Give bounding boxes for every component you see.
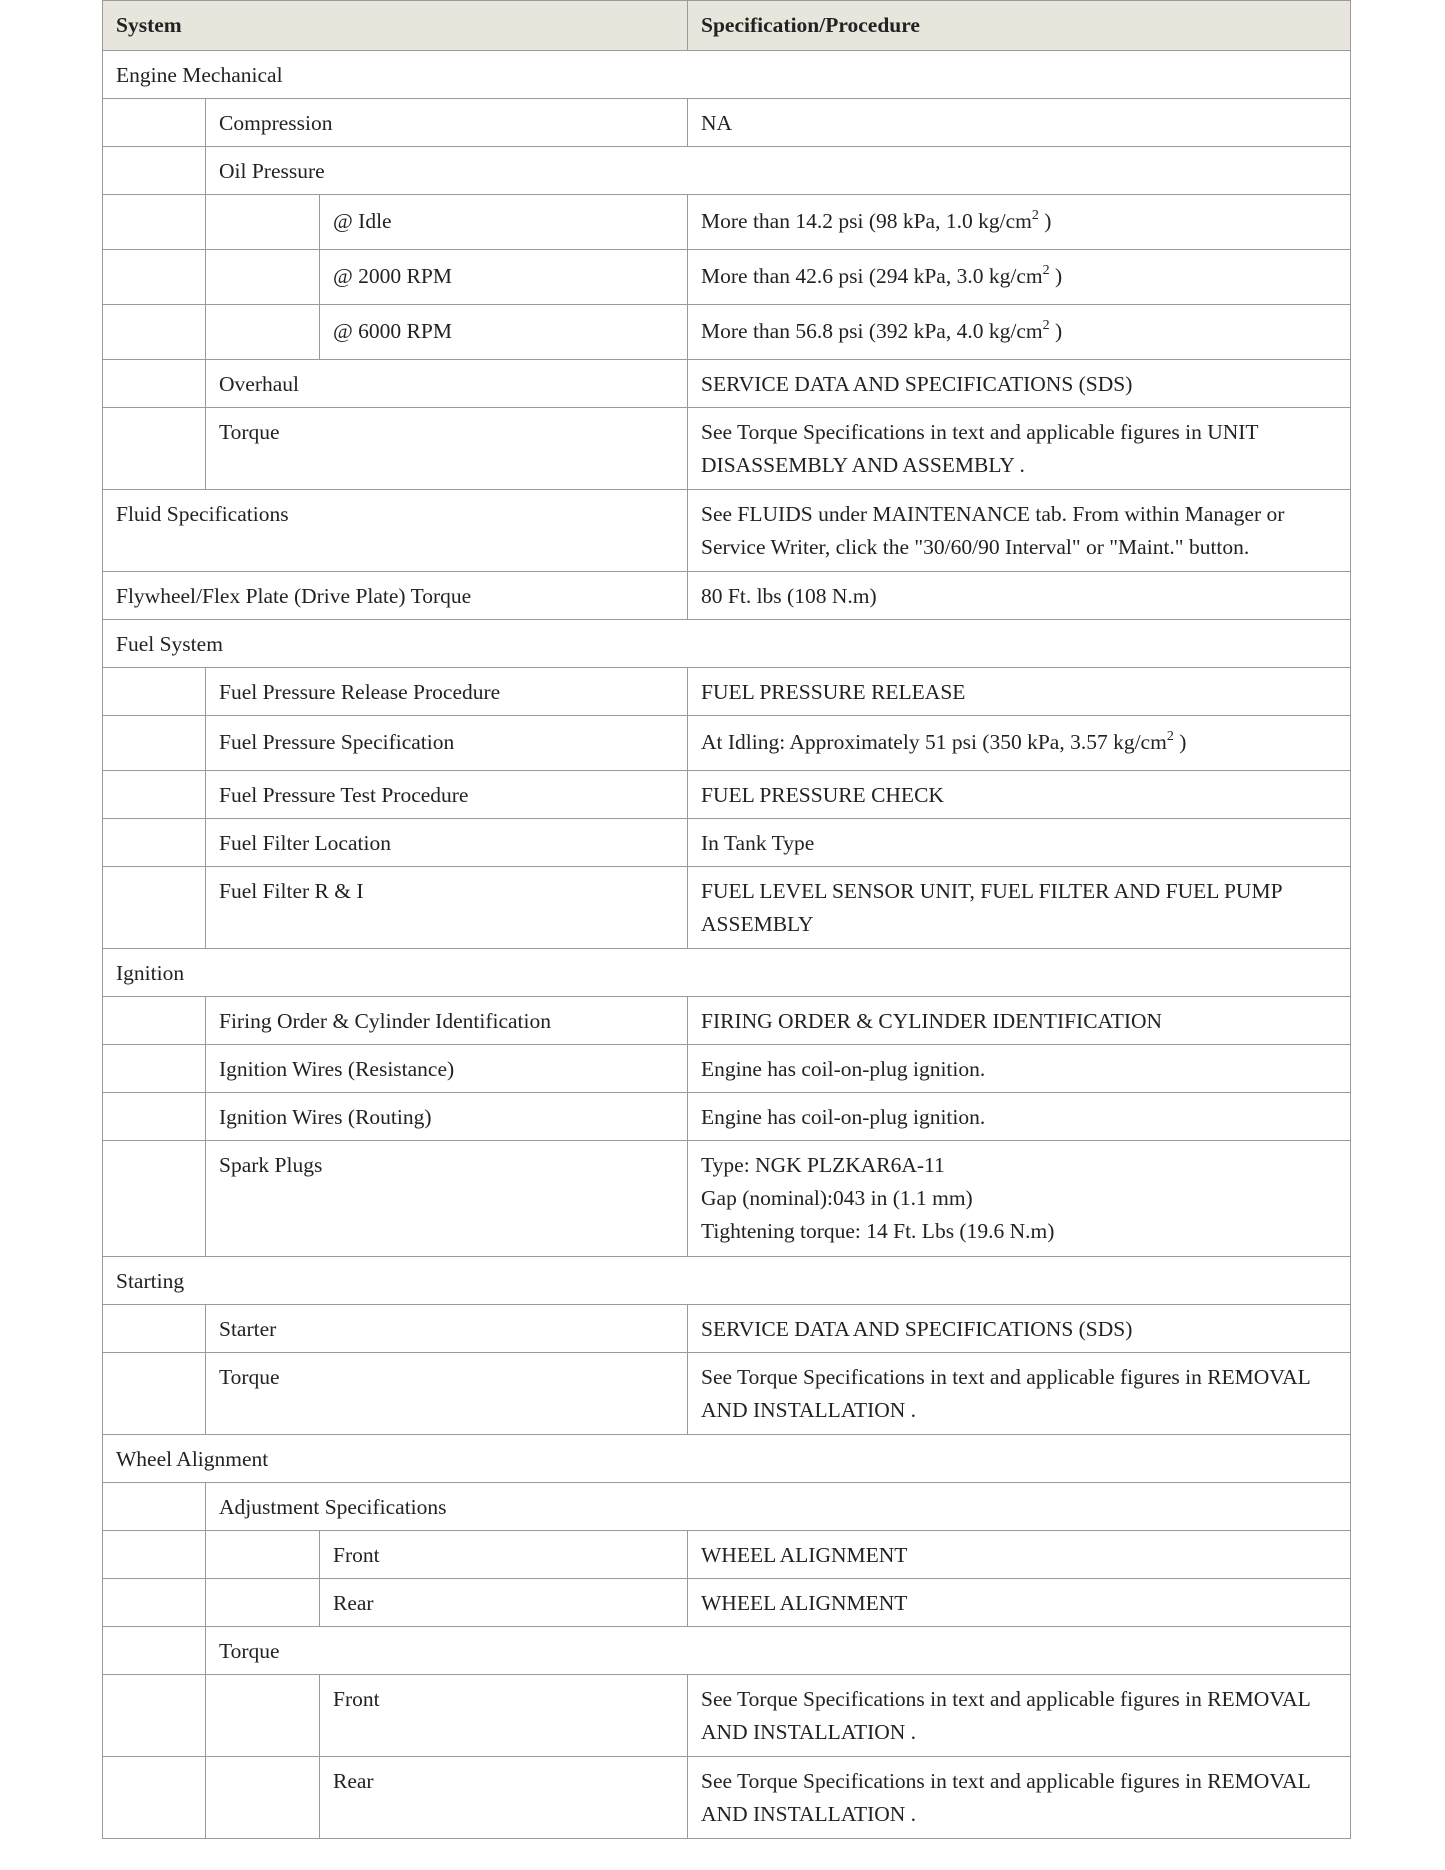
row-label: Fuel Pressure Release Procedure: [206, 668, 688, 716]
row-value: WHEEL ALIGNMENT: [688, 1531, 1351, 1579]
table-row: [103, 867, 1351, 949]
row-value: More than 56.8 psi (392 kPa, 4.0 $kg/cm^2$ ): [688, 305, 1351, 360]
row-value: See Torque Specifications in text and applicable figures in REMOVAL AND INSTALLATION .: [688, 1675, 1351, 1757]
table-row: [103, 572, 1351, 620]
row-value: Type: NGK PLZKAR6A-11 Gap (nominal):043 in (1.1 mm) Tightening torque: 14 Ft. Lbs (19.6 N.m): [688, 1141, 1351, 1257]
row-label: Fuel Filter Location: [206, 819, 688, 867]
row-label: Front: [320, 1675, 688, 1757]
row-value: FUEL PRESSURE RELEASE: [688, 668, 1351, 716]
section-wheel-alignment: Wheel Alignment: [103, 1435, 1351, 1483]
section-row: [103, 1435, 1351, 1483]
row-value: See Torque Specifications in text and applicable figures in UNIT DISASSEMBLY AND ASSEMBLY .: [688, 408, 1351, 490]
section-row: [103, 1257, 1351, 1305]
table-row: [103, 408, 1351, 490]
row-value: See FLUIDS under MAINTENANCE tab. From within Manager or Service Writer, click the "30/60/90 Interval" or "Maint." button.: [688, 490, 1351, 572]
row-label: Fuel Pressure Specification: [206, 716, 688, 771]
subsection-row: [103, 1483, 1351, 1531]
row-value: FUEL PRESSURE CHECK: [688, 771, 1351, 819]
row-label: Fluid Specifications: [103, 490, 688, 572]
table-row: [103, 1353, 1351, 1435]
specifications-table: [102, 0, 1351, 1839]
table-row: [103, 1305, 1351, 1353]
row-label: @ 2000 RPM: [320, 250, 688, 305]
table-row: [103, 1757, 1351, 1839]
table-row: [103, 1141, 1351, 1257]
subsection-adjustment: Adjustment Specifications: [206, 1483, 1351, 1531]
row-label: Spark Plugs: [206, 1141, 688, 1257]
table-row: [103, 1093, 1351, 1141]
row-label: Starter: [206, 1305, 688, 1353]
table-row: [103, 250, 1351, 305]
subsection-oil-pressure: Oil Pressure: [206, 147, 1351, 195]
row-value: More than 14.2 psi (98 kPa, 1.0 $kg/cm^2$ ): [688, 195, 1351, 250]
row-label: Fuel Filter R & I: [206, 867, 688, 949]
row-value: In Tank Type: [688, 819, 1351, 867]
row-label: Rear: [320, 1579, 688, 1627]
table-row: [103, 1045, 1351, 1093]
table-row: [103, 1675, 1351, 1757]
row-label: Ignition Wires (Resistance): [206, 1045, 688, 1093]
header-system: System: [103, 1, 688, 51]
row-label: Compression: [206, 99, 688, 147]
row-label: Fuel Pressure Test Procedure: [206, 771, 688, 819]
row-value: Engine has coil-on-plug ignition.: [688, 1093, 1351, 1141]
table-row: [103, 305, 1351, 360]
row-label: Rear: [320, 1757, 688, 1839]
row-label: Firing Order & Cylinder Identification: [206, 997, 688, 1045]
row-label: Ignition Wires (Routing): [206, 1093, 688, 1141]
row-label: Torque: [206, 408, 688, 490]
row-value: FUEL LEVEL SENSOR UNIT, FUEL FILTER AND FUEL PUMP ASSEMBLY: [688, 867, 1351, 949]
table-row: [103, 360, 1351, 408]
row-label: @ Idle: [320, 195, 688, 250]
table-row: [103, 668, 1351, 716]
row-value: See Torque Specifications in text and applicable figures in REMOVAL AND INSTALLATION .: [688, 1757, 1351, 1839]
section-row: [103, 51, 1351, 99]
row-value: SERVICE DATA AND SPECIFICATIONS (SDS): [688, 360, 1351, 408]
section-engine-mechanical: Engine Mechanical: [103, 51, 1351, 99]
header-spec: Specification/Procedure: [688, 1, 1351, 51]
row-value: More than 42.6 psi (294 kPa, 3.0 $kg/cm^2$ ): [688, 250, 1351, 305]
table-row: [103, 716, 1351, 771]
table-row: [103, 771, 1351, 819]
row-label: Flywheel/Flex Plate (Drive Plate) Torque: [103, 572, 688, 620]
row-value: See Torque Specifications in text and applicable figures in REMOVAL AND INSTALLATION .: [688, 1353, 1351, 1435]
section-row: [103, 620, 1351, 668]
table-row: [103, 195, 1351, 250]
table-row: [103, 997, 1351, 1045]
row-value: NA: [688, 99, 1351, 147]
section-starting: Starting: [103, 1257, 1351, 1305]
row-value: FIRING ORDER & CYLINDER IDENTIFICATION: [688, 997, 1351, 1045]
header-row: [103, 1, 1351, 51]
table-row: [103, 99, 1351, 147]
row-label: Torque: [206, 1353, 688, 1435]
table-row: [103, 490, 1351, 572]
subsection-row: [103, 1627, 1351, 1675]
subsection-torque: Torque: [206, 1627, 1351, 1675]
row-value: 80 Ft. lbs (108 N.m): [688, 572, 1351, 620]
table-row: [103, 1579, 1351, 1627]
row-value: SERVICE DATA AND SPECIFICATIONS (SDS): [688, 1305, 1351, 1353]
row-label: Front: [320, 1531, 688, 1579]
table-row: [103, 1531, 1351, 1579]
row-value: At Idling: Approximately 51 psi (350 kPa, 3.57 $kg/cm^2$ ): [688, 716, 1351, 771]
table-row: [103, 819, 1351, 867]
subsection-row: [103, 147, 1351, 195]
row-label: @ 6000 RPM: [320, 305, 688, 360]
section-fuel-system: Fuel System: [103, 620, 1351, 668]
section-ignition: Ignition: [103, 949, 1351, 997]
row-label: Overhaul: [206, 360, 688, 408]
row-value: WHEEL ALIGNMENT: [688, 1579, 1351, 1627]
section-row: [103, 949, 1351, 997]
row-value: Engine has coil-on-plug ignition.: [688, 1045, 1351, 1093]
